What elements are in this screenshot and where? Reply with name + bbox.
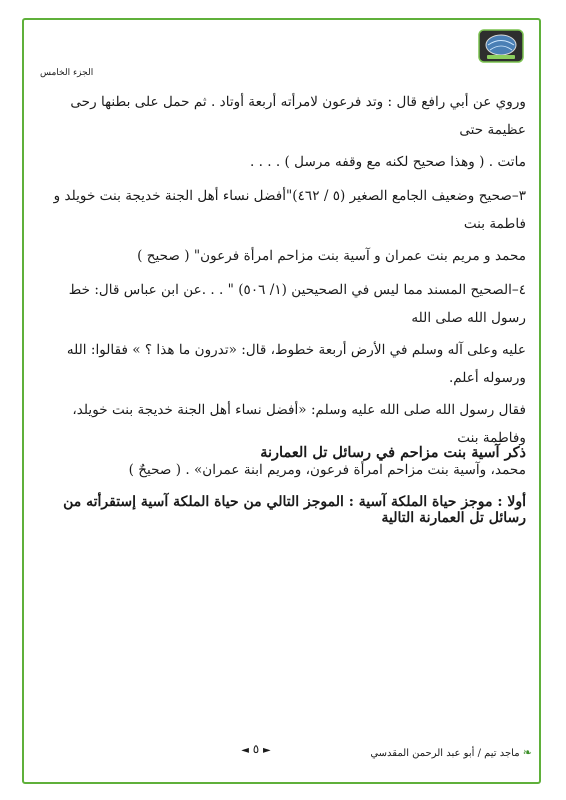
subsection-heading: أولا : موجز حياة الملكة آسية : الموجز التالي من حياة الملكة آسية إستقرأته من رسائل تل العمارنة التالية [63,494,526,526]
body-line: ٤–الصحيح المسند مما ليس في الصحيحين (١/ ٥٠٦) " . . .عن ابن عباس قال: خط رسول الله صلى الله [68,282,526,326]
body-text [38,88,526,484]
page-number: ٥ [252,742,260,756]
next-arrow-icon: ► [263,745,271,756]
running-head: الجزء الخامس [40,68,94,78]
body-line: محمد، وآسية بنت مزاحم امرأة فرعون، ومريم ابنة عمران» . ( صحيحٌ ) [128,462,526,478]
page-number-nav [226,742,286,756]
section-title: ذكر آسية بنت مزاحم في رسائل تل العمارنة [260,444,526,461]
footer-author [312,746,532,759]
body-line: ماتت . ( وهذا صحيح لكنه مع وقفه مرسل ) . . . . [249,154,526,170]
leaf-icon: ❧ [522,746,532,759]
body-line: ٣–صحيح وضعيف الجامع الصغير (٥ / ٤٦٢)"أفضل نساء أهل الجنة خديجة بنت خويلد و فاطمة بنت [53,188,526,232]
author-name: ماجد تيم / أبو عبد الرحمن المقدسي [370,748,520,759]
body-line: وروي عن أبي رافع قال : وتد فرعون لامرأته أربعة أوتاد . ثم حمل على بطنها رحى عظيمة حتى [70,94,526,138]
prev-arrow-icon: ◄ [241,745,249,756]
globe-emblem-logo [476,26,526,66]
body-line: فقال رسول الله صلى الله عليه وسلم: «أفضل نساء أهل الجنة خديجة بنت خويلد، وفاطمة بنت [72,402,526,446]
body-line: عليه وعلى آله وسلم في الأرض أربعة خطوط، قال: «تدرون ما هذا ؟ » فقالوا: الله ورسوله أعلم. [66,342,526,386]
body-line: محمد و مريم بنت عمران و آسية بنت مزاحم امرأة فرعون" ( صحيح ) [137,248,526,264]
